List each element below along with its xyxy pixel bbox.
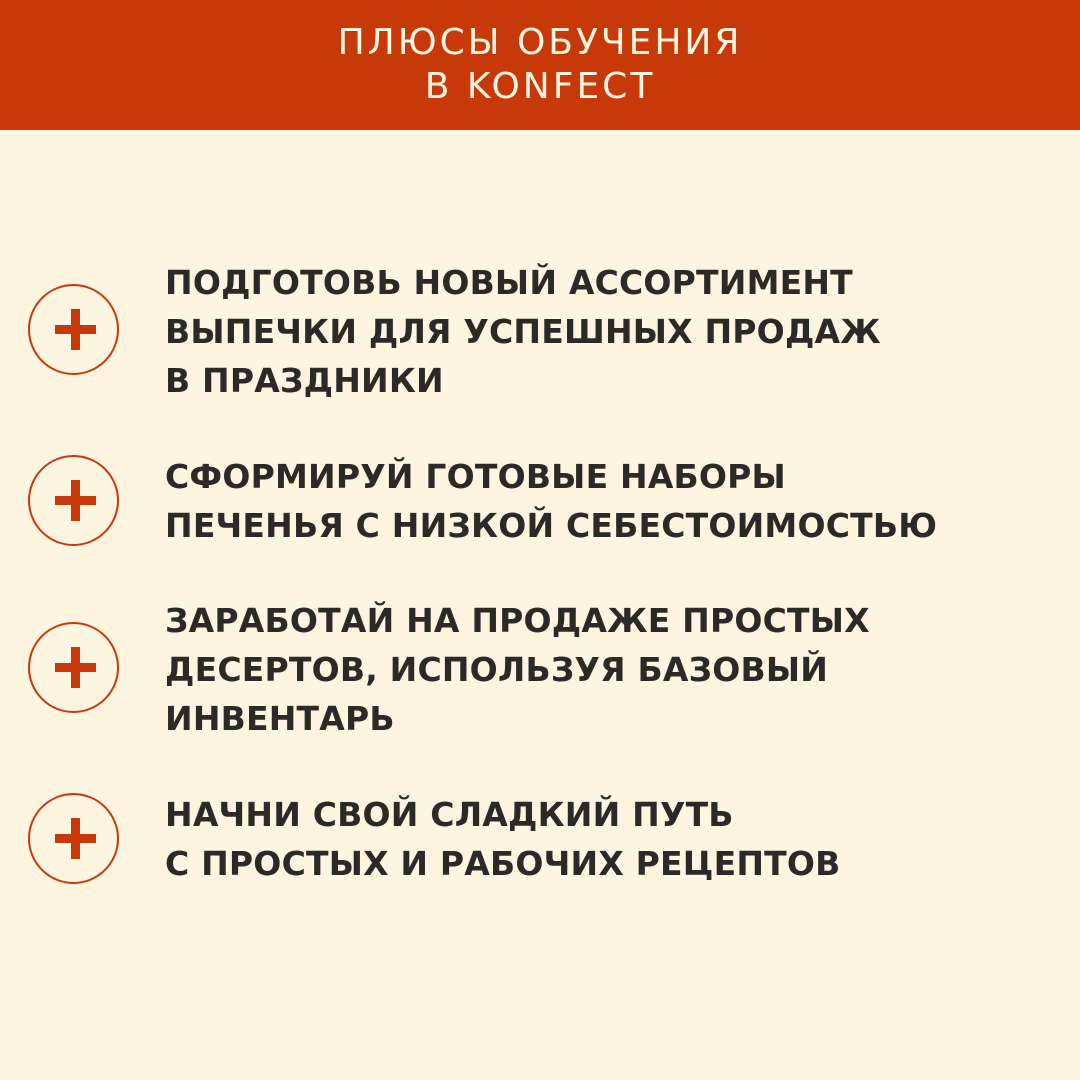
benefit-text-4 [165,790,1065,888]
plus-icon [28,455,119,546]
header-title-line-1: ПЛЮСЫ ОБУЧЕНИЯ [337,22,743,63]
benefit-text-line: ИНВЕНТАРЬ [165,699,395,738]
plus-icon [28,793,119,884]
plus-icon [28,622,119,713]
benefit-text-line: ПЕЧЕНЬЯ С НИЗКОЙ СЕБЕСТОИМОСТЬЮ [165,506,938,545]
benefit-text-1 [165,258,1065,405]
header-title-line-2: В KONFECT [424,66,656,107]
benefit-text-line: ВЫПЕЧКИ ДЛЯ УСПЕШНЫХ ПРОДАЖ [165,312,881,351]
plus-icon [28,284,119,375]
benefit-text-line: ДЕСЕРТОВ, ИСПОЛЬЗУЯ БАЗОВЫЙ [165,650,829,689]
benefit-text-line: ПОДГОТОВЬ НОВЫЙ АССОРТИМЕНТ [165,263,853,302]
benefit-text-line: С ПРОСТЫХ И РАБОЧИХ РЕЦЕПТОВ [165,844,841,883]
benefit-text-line: НАЧНИ СВОЙ СЛАДКИЙ ПУТЬ [165,795,734,834]
benefit-text-line: В ПРАЗДНИКИ [165,361,444,400]
benefit-text-line: СФОРМИРУЙ ГОТОВЫЕ НАБОРЫ [165,457,786,496]
header-banner [0,0,1080,130]
benefit-text-line: ЗАРАБОТАЙ НА ПРОДАЖЕ ПРОСТЫХ [165,601,870,640]
benefit-text-3 [165,596,1065,743]
benefit-text-2 [165,452,1065,550]
